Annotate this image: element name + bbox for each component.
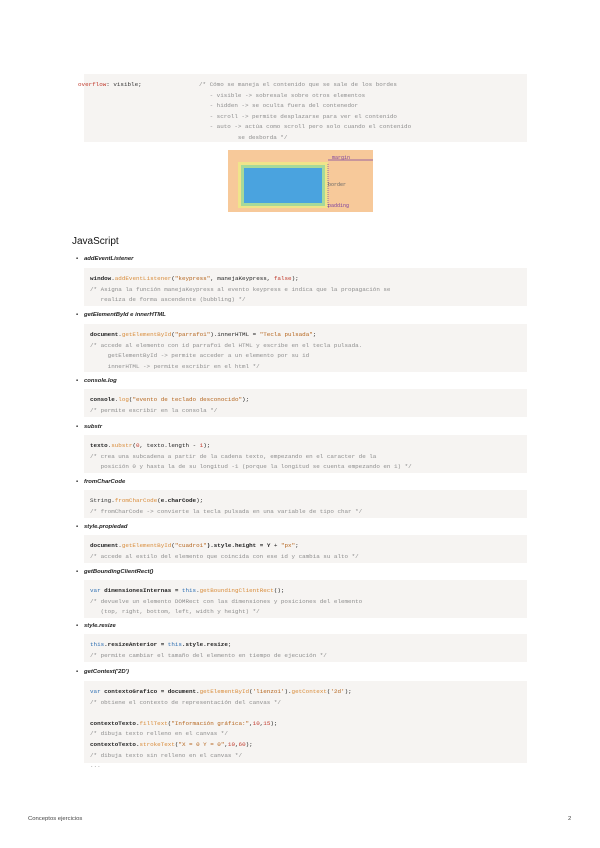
code-block-fromcharcode: String.fromCharCode(e.charCode); /* fromCharCode -> convierte la tecla pulsada en una variable de tipo char */ (84, 490, 527, 518)
padding-label: padding (328, 203, 350, 209)
code-block-styleprop: document.getElementById("cuadro1").style.height = Y + "px"; /* accede al estilo del elemento que coincida con ese id y cambia su alto */ (84, 535, 527, 563)
section-title-getelementbyid: • getElementById e innerHTML (76, 312, 166, 318)
section-title-substr: • substr (76, 424, 102, 430)
css-property: overflow (78, 81, 107, 88)
code-block-substr: texto.substr(0, texto.length - 1); /* crea una subcadena a partir de la cadena texto, empezando en el caracter de la posición 0 y hasta la de su longitud -1 (porque la longitud se cuenta empezando en 1) */ (84, 435, 527, 473)
box-model-svg (228, 150, 373, 212)
javascript-heading: JavaScript (72, 236, 119, 247)
page-number: 2 (568, 816, 572, 822)
section-title-getcontext: • getContext('2D') (76, 669, 129, 675)
footer-title: Conceptos ejercicios (28, 816, 83, 822)
section-title-fromcharcode: • fromCharCode (76, 479, 125, 485)
overflow-comment: /* Cómo se maneja el contenido que se sale de los bordes - visible -> sobresale sobre otros elementos - hidden -> se oculta fuera del contenedor - scroll -> permite desplazarse para ver el contenido - auto -> actúa como scroll pero solo cuando el contenido se desborda */ (199, 81, 412, 141)
code-block-getelementbyid: document.getElementById("parrafo1").innerHTML = "Tecla pulsada"; /* accede al elemento con id parrafo1 del HTML y escribe en el tecla pulsada. getElementById -> permite acceder a un elemento por su id innerHTML -> permite escribir en el html */ (84, 324, 527, 372)
section-title-consolelog: • console.log (76, 378, 117, 384)
code-block-addeventlistener: window.addEventListener("keypress", manejaKeypress, false); /* Asigna la función manejaKeypress al evento keypress e indica que la propagación se realiza de forma ascendente (bubbling) */ (84, 268, 527, 306)
overflow-code-block: overflow: visible; /* Cómo se maneja el contenido que se sale de los bordes - visible -> sobresale sobre otros elementos - hidden -> se oculta fuera del contenedor - scroll -> permite desplazarse para ver el contenido - auto -> actúa como scroll pero solo cuando el contenido se desborda */ (84, 74, 527, 142)
section-title-addeventlistener: • addEventListener (76, 256, 133, 262)
css-value: visible (113, 81, 139, 88)
box-model-diagram (228, 150, 373, 212)
content-area (244, 168, 322, 203)
margin-label: margin (332, 155, 351, 161)
code-block-getboundingclientrect: var dimensionesInternas = this.getBoundingClientRect(); /* devuelve un elemento DOMRect con las dimensiones y posiciones del elemento (top, right, bottom, left, width y height) */ (84, 580, 527, 618)
section-title-styleprop: • style.propiedad (76, 524, 128, 530)
section-title-styleresize: • style.resize (76, 623, 116, 629)
code-block-getcontext: var contextoGrafico = document.getElementById('lienzo1').getContext('2d'); /* obtiene el contexto de representación del canvas */ contextoTexto.fillText("Información gráfica:",10,15); /* dibuja texto relleno en el canvas */ contextoTexto.strokeText("X = 0 Y = 0",10,60); /* dibuja texto sin relleno en el canvas */ ... (84, 681, 527, 763)
code-block-styleresize: this.resizeAnterior = this.style.resize; /* permite cambiar el tamaño del elemento en tiempo de ejecución */ (84, 634, 527, 662)
section-title-getboundingclientrect: • getBoundingClientRect() (76, 569, 153, 575)
code-block-consolelog: console.log("evento de teclado desconocido"); /* permite escribir en la consola */ (84, 389, 527, 417)
border-label: border (328, 182, 347, 188)
